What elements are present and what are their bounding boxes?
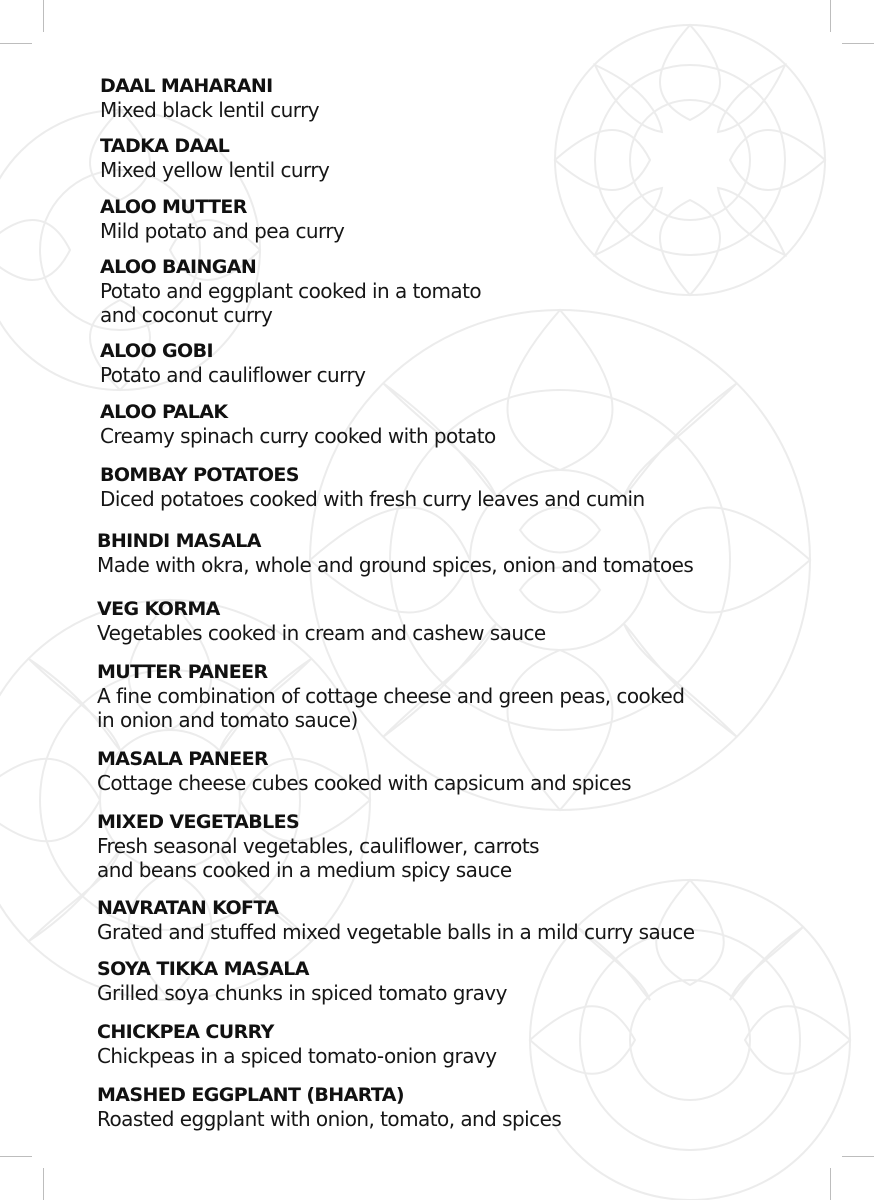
menu-item-description: Cottage cheese cubes cooked with capsicum and spices xyxy=(97,771,632,795)
menu-item-name: TADKA DAAL xyxy=(100,135,230,157)
menu-item-description: A fine combination of cottage cheese and green peas, cooked xyxy=(97,684,685,708)
menu-item-description: Vegetables cooked in cream and cashew sauce xyxy=(97,621,546,645)
menu-item-name: MIXED VEGETABLES xyxy=(97,811,300,833)
menu-item-name: BHINDI MASALA xyxy=(97,530,261,552)
menu-item-veg-korma xyxy=(97,597,546,645)
menu-item-mashed-eggplant-bharta xyxy=(97,1083,561,1131)
menu-item-description: Fresh seasonal vegetables, cauliflower, carrots xyxy=(97,834,540,858)
menu-item-masala-paneer xyxy=(97,747,631,795)
menu-item-description: Grated and stuffed mixed vegetable balls in a mild curry sauce xyxy=(97,920,695,944)
menu-item-name: ALOO GOBI xyxy=(100,340,213,362)
menu-item-name: BOMBAY POTATOES xyxy=(100,464,299,486)
menu-item-name: SOYA TIKKA MASALA xyxy=(97,958,309,980)
menu-item-mutter-paneer xyxy=(97,660,684,732)
menu-item-description: Grilled soya chunks in spiced tomato gravy xyxy=(97,981,507,1005)
menu-item-aloo-palak xyxy=(100,400,496,448)
menu-item-mixed-vegetables xyxy=(97,810,539,882)
menu-item-name: MUTTER PANEER xyxy=(97,661,268,683)
menu-item-aloo-mutter xyxy=(100,195,344,243)
menu-item-bombay-potatoes xyxy=(100,463,645,511)
menu-item-description-line-2: and coconut curry xyxy=(100,303,273,327)
menu-item-description: Creamy spinach curry cooked with potato xyxy=(100,424,496,448)
menu-item-name: DAAL MAHARANI xyxy=(100,75,273,97)
menu-item-name: VEG KORMA xyxy=(97,598,220,620)
menu-item-soya-tikka-masala xyxy=(97,957,507,1005)
menu-item-name: NAVRATAN KOFTA xyxy=(97,897,279,919)
menu-item-name: ALOO MUTTER xyxy=(100,196,247,218)
menu-item-description: Diced potatoes cooked with fresh curry leaves and cumin xyxy=(100,487,645,511)
menu-item-description: Potato and cauliflower curry xyxy=(100,363,366,387)
menu-item-daal-maharani xyxy=(100,74,319,122)
menu-item-chickpea-curry xyxy=(97,1020,496,1068)
menu-item-name: CHICKPEA CURRY xyxy=(97,1021,274,1043)
menu-item-aloo-baingan xyxy=(100,255,481,327)
menu-item-description: Roasted eggplant with onion, tomato, and spices xyxy=(97,1107,562,1131)
menu-item-bhindi-masala xyxy=(97,529,693,577)
menu-item-description: Mixed black lentil curry xyxy=(100,98,320,122)
menu-item-description: Mixed yellow lentil curry xyxy=(100,158,330,182)
menu-item-name: ALOO BAINGAN xyxy=(100,256,257,278)
menu-item-tadka-daal xyxy=(100,134,329,182)
menu-item-navratan-kofta xyxy=(97,896,695,944)
menu-item-description: Potato and eggplant cooked in a tomato xyxy=(100,279,482,303)
menu-item-description: Mild potato and pea curry xyxy=(100,219,345,243)
menu-item-name: MASALA PANEER xyxy=(97,748,269,770)
menu-item-description-line-2: in onion and tomato sauce) xyxy=(97,708,358,732)
menu-item-description: Chickpeas in a spiced tomato-onion gravy xyxy=(97,1044,497,1068)
menu-item-name: MASHED EGGPLANT (BHARTA) xyxy=(97,1084,404,1106)
menu-item-description-line-2: and beans cooked in a medium spicy sauce xyxy=(97,858,512,882)
menu-item-name: ALOO PALAK xyxy=(100,401,228,423)
menu-item-aloo-gobi xyxy=(100,339,365,387)
menu-item-description: Made with okra, whole and ground spices, onion and tomatoes xyxy=(97,553,694,577)
